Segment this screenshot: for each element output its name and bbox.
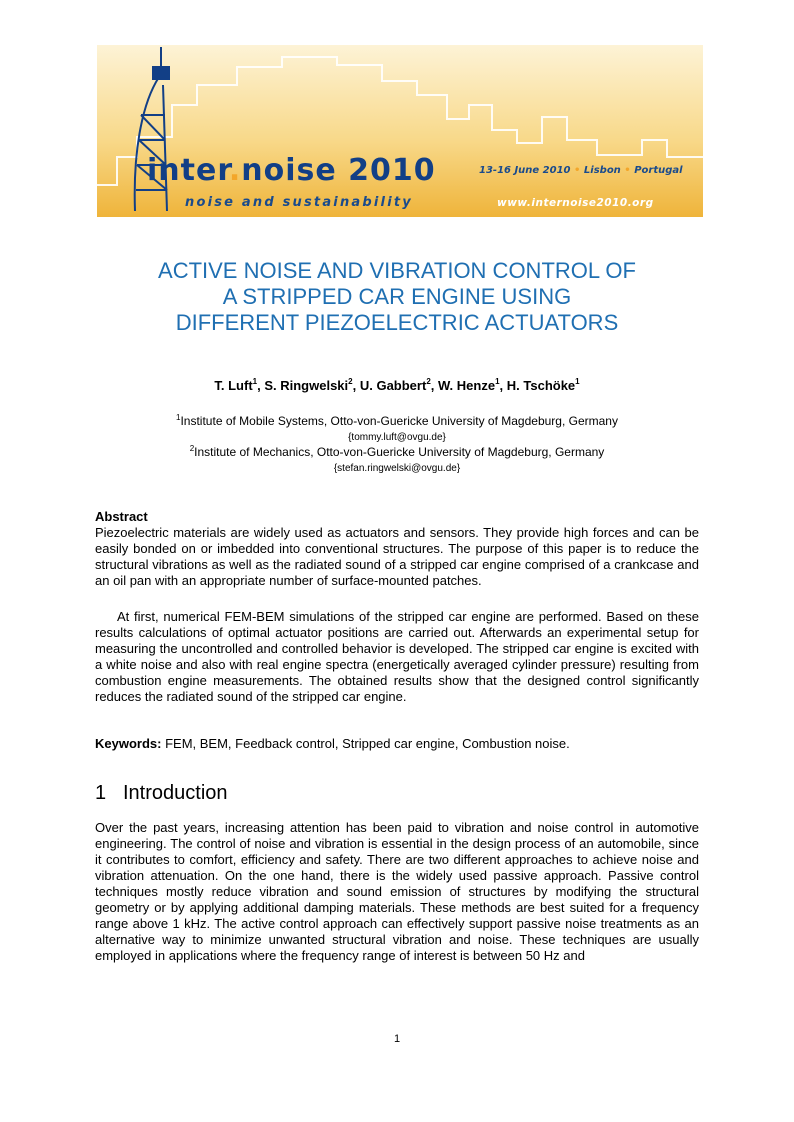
author: S. Ringwelski	[264, 378, 349, 393]
abstract-paragraph-1: Piezoelectric materials are widely used as actuators and sensors. They provide high forces and can be easily bonded on or imbedded into conventional structures. The purpose of this paper is to reduce the structural vibrations as well as the radiated sound of a stripped car engine comprised of a crankcase and an oil pan with an appropriate number of surface-mounted patches.	[95, 525, 699, 588]
author-list: T. Luft$^1$, S. Ringwelski$^2$, U. Gabbert$^2$, W. Henze$^1$, H. Tschöke$^1$	[214, 377, 580, 393]
paper-title	[60, 258, 734, 336]
conference-logo: inter.noise 2010	[147, 153, 436, 188]
introduction-paragraph: Over the past years, increasing attention has been paid to vibration and noise control in automotive engineering. The control of noise and vibration is essential in the design process of an automobile, since it contributes to comfort, efficiency and safety. There are two different approaches to achieve noise and vibration attenuation. On the one hand, there is the widely used passive approach. Passive control techniques mostly reduce vibration and sound emission of structures by modifying the structural geometry or by applying additional damping materials. These methods are best suited for a frequency range above 1 kHz. The active control approach can effectively support passive noise treatments as an alternative way to minimize unwanted structural vibration and noise. These techniques are usually employed in applications where the frequency range of interest is between 50 Hz and	[95, 820, 699, 963]
author: H. Tschöke	[506, 378, 576, 393]
conference-tagline: noise and sustainability	[185, 195, 413, 210]
author: U. Gabbert	[359, 378, 427, 393]
banner-artwork	[97, 45, 703, 217]
author: W. Henze	[438, 378, 496, 393]
keywords	[95, 736, 570, 751]
section-title: Introduction	[123, 782, 228, 804]
affiliation-1: $^1$Institute of Mobile Systems, Otto-von-Guericke University of Magdeburg, Germany	[176, 413, 618, 428]
keywords-label: Keywords:	[95, 736, 162, 751]
keywords-text: FEM, BEM, Feedback control, Stripped car engine, Combustion noise.	[165, 736, 570, 751]
title-line-1: ACTIVE NOISE AND VIBRATION CONTROL OF	[158, 258, 636, 283]
author: T. Luft	[214, 378, 253, 393]
conference-banner	[97, 45, 703, 217]
title-line-3: DIFFERENT PIEZOELECTRIC ACTUATORS	[175, 310, 619, 335]
conference-url: www.internoise2010.org	[497, 197, 654, 209]
title-line-2: A STRIPPED CAR ENGINE USING	[222, 284, 572, 309]
affiliation-2-email: {stefan.ringwelski@ovgu.de}	[333, 463, 461, 474]
abstract-paragraph-2: At first, numerical FEM-BEM simulations of the stripped car engine are performed. Based on these results calculations of optimal actuator positions are carried out. Afterwards an experimental setup for measuring the uncontrolled and controlled behavior is developed. The stripped car engine is excited with a white noise and also with real engine spectra (energetically averaged cylinder pressure) resulting from combustion engine measurements. The obtained results show that the designed control significantly reduces the radiated sound of the stripped car engine.	[95, 609, 699, 704]
page-number: 1	[393, 1033, 401, 1045]
affiliation-2: $^2$Institute of Mechanics, Otto-von-Guericke University of Magdeburg, Germany	[189, 444, 605, 459]
section-number: 1	[95, 782, 107, 804]
section-heading	[95, 782, 228, 805]
abstract-heading: Abstract	[95, 509, 148, 524]
conference-date-location: 13-16 June 2010 • Lisbon • Portugal	[479, 165, 683, 176]
affiliation-1-email: {tommy.luft@ovgu.de}	[348, 432, 446, 443]
